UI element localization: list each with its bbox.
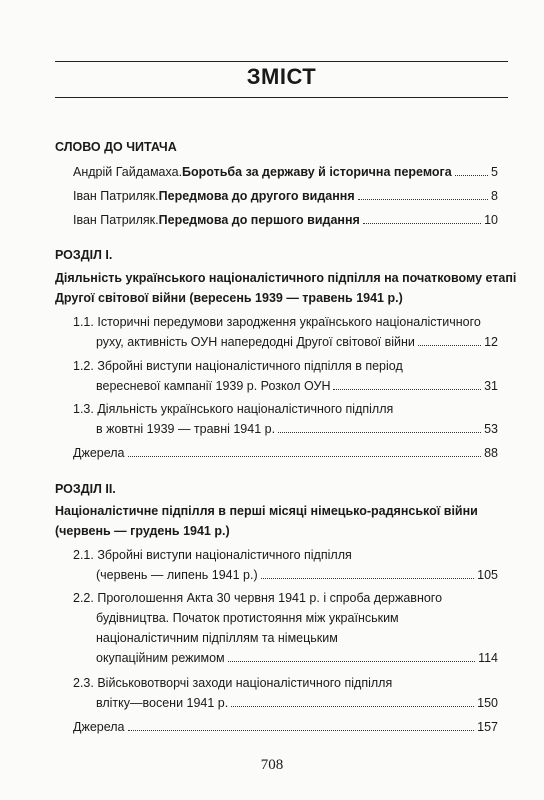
dot-leader (333, 389, 481, 390)
dot-leader (231, 706, 474, 707)
entry-page: 157 (477, 720, 498, 734)
toc-entry-2-1-end[interactable] (96, 568, 498, 583)
entry-title: Джерела (73, 446, 125, 460)
entry-page: 5 (491, 165, 498, 179)
entry-page: 114 (478, 651, 498, 665)
entry-page: 12 (484, 335, 498, 349)
section-2-title-line1: Націоналістичне підпілля в перші місяці німецько-радянської війни (55, 504, 478, 518)
toc-entry-2-2-line3: націоналістичним підпіллям та німецьким (96, 631, 338, 645)
entry-page: 88 (484, 446, 498, 460)
dot-leader (128, 456, 482, 457)
entry-page: 8 (491, 189, 498, 203)
entry-page: 150 (477, 696, 498, 710)
toc-entry-2-2-line2: будівництва. Початок протистояння між українським (96, 611, 399, 625)
entry-title: Передмова до другого видання (158, 189, 355, 203)
toc-entry-1-1-end[interactable] (96, 335, 498, 350)
toc-entry-2-2[interactable] (73, 591, 442, 606)
dot-leader (358, 199, 488, 200)
entry-number: 1.1. (73, 315, 94, 329)
entry-title: Джерела (73, 720, 125, 734)
foreword-heading: СЛОВО ДО ЧИТАЧА (55, 140, 177, 154)
entry-title-line1: Військовотворчі заходи націоналістичного підпілля (97, 676, 393, 690)
entry-title-line1: Збройні виступи націоналістичного підпілля в період (97, 359, 403, 373)
toc-entry-foreword-1[interactable] (73, 165, 498, 180)
entry-title-line2: (червень — липень 1941 р.) (96, 568, 258, 582)
title-rule-bottom (55, 97, 508, 98)
toc-entry-1-2-end[interactable] (96, 379, 498, 394)
entry-title-line1: Діяльність українського націоналістичного підпілля (97, 402, 394, 416)
toc-entry-sources-2[interactable] (73, 720, 498, 735)
toc-entry-sources-1[interactable] (73, 446, 498, 461)
section-2-title-line2: (червень — грудень 1941 р.) (55, 524, 230, 538)
toc-entry-2-1[interactable] (73, 548, 352, 563)
entry-title-line2: влітку—восени 1941 р. (96, 696, 229, 710)
toc-entry-1-3[interactable] (73, 402, 393, 417)
dot-leader (228, 661, 475, 662)
entry-title-line2: вересневої кампанії 1939 р. Розкол ОУН (96, 379, 331, 393)
entry-title-line1: Проголошення Акта 30 червня 1941 р. і спроба державного (97, 591, 443, 605)
entry-title-line1: Історичні передумови зародження українського націоналістичного (97, 315, 481, 329)
section-1-title-line2: Другої світової війни (вересень 1939 — травень 1941 р.) (55, 291, 403, 305)
entry-title-line2: в жовтні 1939 — травні 1941 р. (96, 422, 276, 436)
entry-title-line2: руху, активність ОУН напередодні Другої світової війни (96, 335, 415, 349)
entry-number: 2.3. (73, 676, 94, 690)
entry-number: 1.3. (73, 402, 94, 416)
entry-page: 31 (484, 379, 498, 393)
page-number: 708 (260, 757, 284, 773)
entry-number: 1.2. (73, 359, 94, 373)
toc-entry-1-3-end[interactable] (96, 422, 498, 437)
toc-entry-1-2[interactable] (73, 359, 403, 374)
entry-author: Андрій Гайдамаха. (73, 165, 183, 179)
page-title: ЗМІСТ (246, 64, 317, 89)
dot-leader (128, 730, 475, 731)
entry-page: 10 (484, 213, 498, 227)
title-rule-top (55, 61, 508, 62)
toc-entry-2-3[interactable] (73, 676, 392, 691)
section-1-title-line1: Діяльність українського націоналістичного підпілля на початковому етапі (55, 271, 517, 285)
dot-leader (418, 345, 481, 346)
toc-entry-1-1[interactable] (73, 315, 481, 330)
toc-entry-2-3-end[interactable] (96, 696, 498, 711)
section-1-label: РОЗДІЛ I. (55, 248, 113, 262)
entry-number: 2.2. (73, 591, 94, 605)
section-2-label: РОЗДІЛ II. (55, 482, 116, 496)
entry-author: Іван Патриляк. (73, 213, 159, 227)
entry-title: Передмова до першого видання (158, 213, 360, 227)
entry-title-line1: Збройні виступи націоналістичного підпілля (97, 548, 352, 562)
entry-number: 2.1. (73, 548, 94, 562)
dot-leader (261, 578, 474, 579)
dot-leader (278, 432, 481, 433)
entry-page: 53 (484, 422, 498, 436)
toc-entry-2-2-end[interactable] (96, 651, 498, 666)
entry-page: 105 (477, 568, 498, 582)
entry-author: Іван Патриляк. (73, 189, 159, 203)
dot-leader (363, 223, 481, 224)
toc-entry-foreword-3[interactable] (73, 213, 498, 228)
entry-title: Боротьба за державу й історична перемога (182, 165, 452, 179)
dot-leader (455, 175, 488, 176)
toc-entry-foreword-2[interactable] (73, 189, 498, 204)
entry-title-line4: окупаційним режимом (96, 651, 225, 665)
